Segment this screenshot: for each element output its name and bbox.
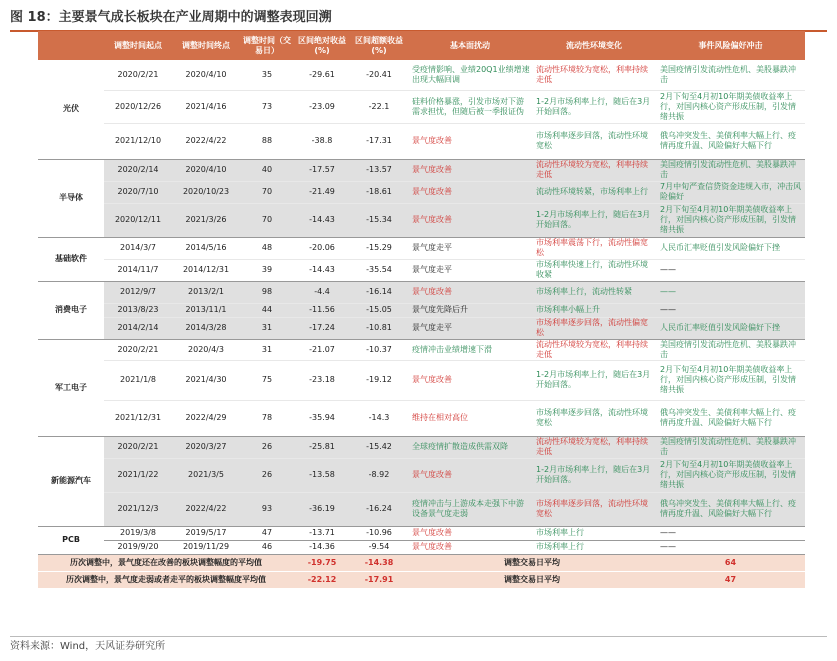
- liquidity-cell: 市场利率逐步回落，流动性偏宽松: [532, 317, 656, 339]
- start-date-cell: 2020/2/21: [104, 339, 172, 360]
- liquidity-cell: 市场利率上行: [532, 526, 656, 540]
- liquidity-cell: 市场利率震荡下行，流动性偏宽松: [532, 237, 656, 259]
- end-date-cell: 2014/3/28: [172, 317, 240, 339]
- event-risk-cell: ——: [656, 259, 805, 281]
- liquidity-cell: 市场利率逐步回落，流动性环境宽松: [532, 492, 656, 526]
- absolute-return-cell: -14.43: [294, 259, 350, 281]
- sector-name: 半导体: [38, 159, 104, 237]
- trading-days-cell: 93: [240, 492, 294, 526]
- excess-return-cell: -20.41: [350, 60, 408, 90]
- start-date-cell: 2021/1/8: [104, 360, 172, 400]
- fundamental-cell: 硅料价格暴涨，引发市场对下游需求担忧，但随后被一季报证伪: [408, 90, 532, 123]
- fundamental-cell: 景气度改善: [408, 159, 532, 181]
- figure-title: 图 18：主要景气成长板块在产业周期中的调整表现回溯: [10, 10, 332, 25]
- start-date-cell: 2020/2/21: [104, 436, 172, 458]
- table-row: [38, 339, 805, 360]
- excess-return-cell: -19.12: [350, 360, 408, 400]
- source-note: 资料来源：Wind，天风证券研究所: [10, 636, 827, 656]
- fundamental-cell: 疫情冲击与上游成本走强下中游设备景气度走弱: [408, 492, 532, 526]
- event-risk-cell: ——: [656, 540, 805, 554]
- end-date-cell: 2021/3/5: [172, 458, 240, 492]
- summary-excess-avg: -17.91: [350, 571, 408, 588]
- trading-days-cell: 70: [240, 181, 294, 203]
- start-date-cell: 2020/2/21: [104, 60, 172, 90]
- header-cell: 区间超额收益(%): [350, 31, 408, 60]
- trading-days-cell: 31: [240, 339, 294, 360]
- liquidity-cell: 1-2月市场利率上行，随后在3月开始回落。: [532, 360, 656, 400]
- fundamental-cell: 景气度先降后升: [408, 303, 532, 317]
- trading-days-cell: 39: [240, 259, 294, 281]
- summary-absolute-avg: -22.12: [294, 571, 350, 588]
- header-cell: 事件风险偏好冲击: [656, 31, 805, 60]
- excess-return-cell: -15.29: [350, 237, 408, 259]
- summary-days-avg: 47: [656, 571, 805, 588]
- liquidity-cell: 市场利率快速上行，流动性环境收紧: [532, 259, 656, 281]
- trading-days-cell: 31: [240, 317, 294, 339]
- table-row: [38, 123, 805, 159]
- absolute-return-cell: -13.71: [294, 526, 350, 540]
- absolute-return-cell: -23.18: [294, 360, 350, 400]
- table-row: [38, 492, 805, 526]
- table-row: [38, 526, 805, 540]
- summary-days-label: 调整交易日平均: [408, 554, 656, 571]
- event-risk-cell: 俄乌冲突发生、美债利率大幅上行、疫情再度升温、风险偏好大幅下行: [656, 492, 805, 526]
- summary-days-label: 调整交易日平均: [408, 571, 656, 588]
- fundamental-cell: 受疫情影响、业绩20Q1业绩增速出现大幅回调: [408, 60, 532, 90]
- event-risk-cell: ——: [656, 281, 805, 303]
- fundamental-cell: 景气度走平: [408, 259, 532, 281]
- end-date-cell: 2020/10/23: [172, 181, 240, 203]
- liquidity-cell: 市场利率小幅上升: [532, 303, 656, 317]
- excess-return-cell: -15.42: [350, 436, 408, 458]
- table-row: [38, 540, 805, 554]
- end-date-cell: 2013/11/1: [172, 303, 240, 317]
- fundamental-cell: 全球疫情扩散造成供需双降: [408, 436, 532, 458]
- event-risk-cell: 7月中旬严查信贷资金违规入市，冲击风险偏好: [656, 181, 805, 203]
- table-row: [38, 360, 805, 400]
- end-date-cell: 2019/11/29: [172, 540, 240, 554]
- absolute-return-cell: -17.24: [294, 317, 350, 339]
- table-row: [38, 90, 805, 123]
- absolute-return-cell: -35.94: [294, 400, 350, 436]
- header-cell: 流动性环境变化: [532, 31, 656, 60]
- fundamental-cell: 景气度改善: [408, 526, 532, 540]
- trading-days-cell: 26: [240, 458, 294, 492]
- event-risk-cell: 2月下旬至4月初10年期美债收益率上行，对国内核心资产形成压制，引发情绪共振: [656, 90, 805, 123]
- liquidity-cell: 市场利率上行: [532, 540, 656, 554]
- figure-title-bar: [10, 6, 827, 32]
- start-date-cell: 2021/12/3: [104, 492, 172, 526]
- excess-return-cell: -22.1: [350, 90, 408, 123]
- absolute-return-cell: -36.19: [294, 492, 350, 526]
- excess-return-cell: -9.54: [350, 540, 408, 554]
- start-date-cell: 2020/12/26: [104, 90, 172, 123]
- table-row: [38, 181, 805, 203]
- event-risk-cell: ——: [656, 303, 805, 317]
- start-date-cell: 2021/12/10: [104, 123, 172, 159]
- end-date-cell: 2022/4/22: [172, 123, 240, 159]
- liquidity-cell: 市场利率逐步回落，流动性环境宽松: [532, 123, 656, 159]
- end-date-cell: 2021/3/26: [172, 203, 240, 237]
- fundamental-cell: 景气度改善: [408, 123, 532, 159]
- trading-days-cell: 26: [240, 436, 294, 458]
- fundamental-cell: 景气度改善: [408, 458, 532, 492]
- absolute-return-cell: -17.57: [294, 159, 350, 181]
- end-date-cell: 2022/4/29: [172, 400, 240, 436]
- fundamental-cell: 景气度走平: [408, 317, 532, 339]
- start-date-cell: 2020/7/10: [104, 181, 172, 203]
- end-date-cell: 2020/4/10: [172, 60, 240, 90]
- absolute-return-cell: -21.49: [294, 181, 350, 203]
- absolute-return-cell: -13.58: [294, 458, 350, 492]
- fundamental-cell: 景气度改善: [408, 540, 532, 554]
- excess-return-cell: -10.96: [350, 526, 408, 540]
- start-date-cell: 2014/3/7: [104, 237, 172, 259]
- table-row: [38, 436, 805, 458]
- event-risk-cell: 俄乌冲突发生、美债利率大幅上行、疫情再度升温、风险偏好大幅下行: [656, 400, 805, 436]
- event-risk-cell: 美国疫情引发流动性危机、美股暴跌冲击: [656, 436, 805, 458]
- event-risk-cell: 美国疫情引发流动性危机、美股暴跌冲击: [656, 60, 805, 90]
- absolute-return-cell: -20.06: [294, 237, 350, 259]
- header-cell: 调整时间（交易日）: [240, 31, 294, 60]
- start-date-cell: 2019/3/8: [104, 526, 172, 540]
- absolute-return-cell: -14.36: [294, 540, 350, 554]
- absolute-return-cell: -25.81: [294, 436, 350, 458]
- summary-row: [38, 554, 805, 571]
- event-risk-cell: 美国疫情引发流动性危机、美股暴跌冲击: [656, 159, 805, 181]
- sector-name: 消费电子: [38, 281, 104, 339]
- start-date-cell: 2021/12/31: [104, 400, 172, 436]
- event-risk-cell: 2月下旬至4月初10年期美债收益率上行，对国内核心资产形成压制，引发情绪共振: [656, 360, 805, 400]
- fundamental-cell: 疫情冲击业绩增速下滑: [408, 339, 532, 360]
- end-date-cell: 2020/3/27: [172, 436, 240, 458]
- table-row: [38, 317, 805, 339]
- trading-days-cell: 44: [240, 303, 294, 317]
- summary-row: [38, 571, 805, 588]
- absolute-return-cell: -14.43: [294, 203, 350, 237]
- event-risk-cell: 2月下旬至4月初10年期美债收益率上行，对国内核心资产形成压制，引发情绪共振: [656, 203, 805, 237]
- liquidity-cell: 市场利率上行，流动性转紧: [532, 281, 656, 303]
- table-row: [38, 60, 805, 90]
- sector-name: 基础软件: [38, 237, 104, 281]
- excess-return-cell: -10.81: [350, 317, 408, 339]
- excess-return-cell: -18.61: [350, 181, 408, 203]
- table-row: [38, 159, 805, 181]
- trading-days-cell: 46: [240, 540, 294, 554]
- end-date-cell: 2022/4/22: [172, 492, 240, 526]
- absolute-return-cell: -38.8: [294, 123, 350, 159]
- fundamental-cell: 景气度改善: [408, 360, 532, 400]
- header-cell: 调整时间起点: [104, 31, 172, 60]
- absolute-return-cell: -21.07: [294, 339, 350, 360]
- liquidity-cell: 流动性环境较为宽松，利率持续走低: [532, 339, 656, 360]
- header-cell: 基本面扰动: [408, 31, 532, 60]
- fundamental-cell: 景气度改善: [408, 203, 532, 237]
- excess-return-cell: -35.54: [350, 259, 408, 281]
- sector-name: 军工电子: [38, 339, 104, 436]
- fundamental-cell: 景气度改善: [408, 181, 532, 203]
- excess-return-cell: -15.05: [350, 303, 408, 317]
- excess-return-cell: -10.37: [350, 339, 408, 360]
- summary-rows: [38, 554, 805, 588]
- liquidity-cell: 流动性环境较为宽松，利率持续走低: [532, 60, 656, 90]
- start-date-cell: 2012/9/7: [104, 281, 172, 303]
- start-date-cell: 2019/9/20: [104, 540, 172, 554]
- liquidity-cell: 流动性环境较为宽松，利率持续走低: [532, 159, 656, 181]
- table-row: [38, 458, 805, 492]
- liquidity-cell: 1-2月市场利率上行，随后在3月开始回落。: [532, 458, 656, 492]
- event-risk-cell: 俄乌冲突发生、美债利率大幅上行、疫情再度升温、风险偏好大幅下行: [656, 123, 805, 159]
- fundamental-cell: 景气度走平: [408, 237, 532, 259]
- start-date-cell: 2014/2/14: [104, 317, 172, 339]
- trading-days-cell: 75: [240, 360, 294, 400]
- table-row: [38, 203, 805, 237]
- excess-return-cell: -14.3: [350, 400, 408, 436]
- summary-label: 历次调整中，景气度走弱或者走平的板块调整幅度平均值: [38, 571, 294, 588]
- fundamental-cell: 景气度改善: [408, 281, 532, 303]
- trading-days-cell: 78: [240, 400, 294, 436]
- trading-days-cell: 88: [240, 123, 294, 159]
- absolute-return-cell: -29.61: [294, 60, 350, 90]
- end-date-cell: 2021/4/30: [172, 360, 240, 400]
- table-body: [38, 60, 805, 554]
- event-risk-cell: 美国疫情引发流动性危机、美股暴跌冲击: [656, 339, 805, 360]
- event-risk-cell: 人民币汇率贬值引发风险偏好下挫: [656, 237, 805, 259]
- event-risk-cell: 2月下旬至4月初10年期美债收益率上行，对国内核心资产形成压制，引发情绪共振: [656, 458, 805, 492]
- end-date-cell: 2019/5/17: [172, 526, 240, 540]
- trading-days-cell: 47: [240, 526, 294, 540]
- end-date-cell: 2014/5/16: [172, 237, 240, 259]
- end-date-cell: 2014/12/31: [172, 259, 240, 281]
- trading-days-cell: 48: [240, 237, 294, 259]
- liquidity-cell: 市场利率逐步回落，流动性环境宽松: [532, 400, 656, 436]
- absolute-return-cell: -4.4: [294, 281, 350, 303]
- liquidity-cell: 1-2月市场利率上行，随后在3月开始回落。: [532, 90, 656, 123]
- liquidity-cell: 流动性环境转紧，市场利率上行: [532, 181, 656, 203]
- sector-name: 光伏: [38, 60, 104, 159]
- trading-days-cell: 73: [240, 90, 294, 123]
- table-row: [38, 303, 805, 317]
- adjustment-table: [38, 31, 805, 589]
- absolute-return-cell: -11.56: [294, 303, 350, 317]
- header-row: [38, 31, 805, 60]
- end-date-cell: 2020/4/10: [172, 159, 240, 181]
- excess-return-cell: -8.92: [350, 458, 408, 492]
- trading-days-cell: 35: [240, 60, 294, 90]
- trading-days-cell: 70: [240, 203, 294, 237]
- summary-label: 历次调整中，景气度还在改善的板块调整幅度的平均值: [38, 554, 294, 571]
- excess-return-cell: -15.34: [350, 203, 408, 237]
- start-date-cell: 2014/11/7: [104, 259, 172, 281]
- sector-name: 新能源汽车: [38, 436, 104, 526]
- excess-return-cell: -17.31: [350, 123, 408, 159]
- sector-name: PCB: [38, 526, 104, 554]
- table-row: [38, 259, 805, 281]
- table-row: [38, 237, 805, 259]
- excess-return-cell: -16.14: [350, 281, 408, 303]
- absolute-return-cell: -23.09: [294, 90, 350, 123]
- summary-absolute-avg: -19.75: [294, 554, 350, 571]
- header-cell: 调整时间终点: [172, 31, 240, 60]
- end-date-cell: 2013/2/1: [172, 281, 240, 303]
- end-date-cell: 2020/4/3: [172, 339, 240, 360]
- event-risk-cell: ——: [656, 526, 805, 540]
- liquidity-cell: 1-2月市场利率上行，随后在3月开始回落。: [532, 203, 656, 237]
- end-date-cell: 2021/4/16: [172, 90, 240, 123]
- excess-return-cell: -13.57: [350, 159, 408, 181]
- excess-return-cell: -16.24: [350, 492, 408, 526]
- start-date-cell: 2020/12/11: [104, 203, 172, 237]
- fundamental-cell: 维持在相对高位: [408, 400, 532, 436]
- start-date-cell: 2013/8/23: [104, 303, 172, 317]
- table-row: [38, 281, 805, 303]
- adjustment-table-wrap: [38, 31, 805, 631]
- table-row: [38, 400, 805, 436]
- start-date-cell: 2021/1/22: [104, 458, 172, 492]
- trading-days-cell: 98: [240, 281, 294, 303]
- trading-days-cell: 40: [240, 159, 294, 181]
- liquidity-cell: 流动性环境较为宽松，利率持续走低: [532, 436, 656, 458]
- start-date-cell: 2020/2/14: [104, 159, 172, 181]
- summary-days-avg: 64: [656, 554, 805, 571]
- summary-excess-avg: -14.38: [350, 554, 408, 571]
- header-cell: 区间绝对收益(%): [294, 31, 350, 60]
- header-cell: [38, 31, 104, 60]
- event-risk-cell: 人民币汇率贬值引发风险偏好下挫: [656, 317, 805, 339]
